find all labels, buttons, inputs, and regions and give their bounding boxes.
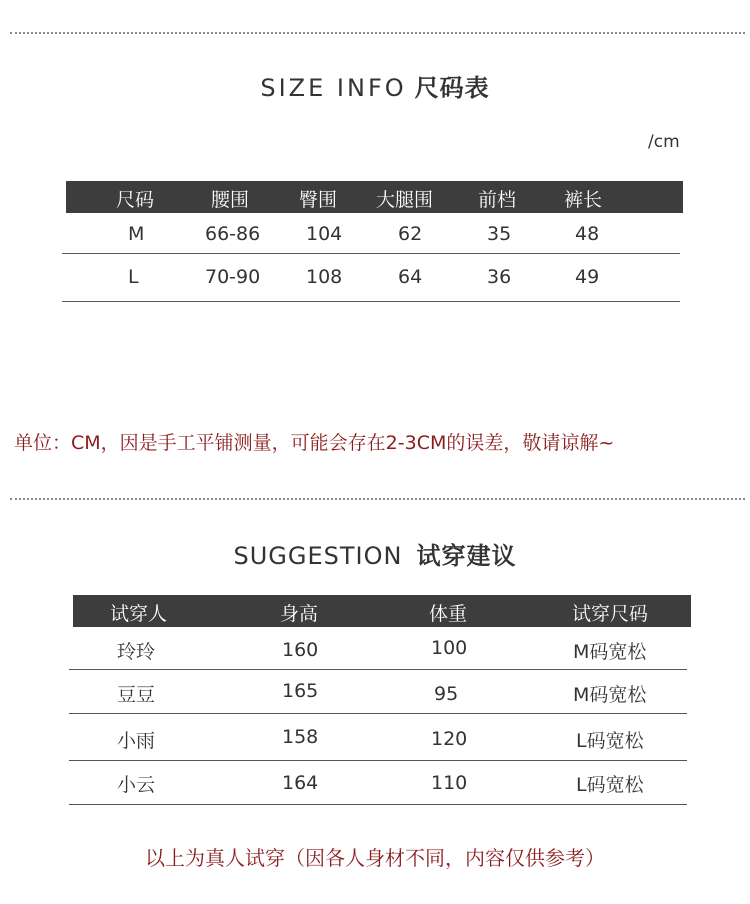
hip-cell: 108 bbox=[306, 266, 343, 288]
size-info-title-cn: 尺码表 bbox=[414, 74, 490, 102]
size-cell: L bbox=[128, 266, 139, 288]
fitting-footnote: 以上为真人试穿（因各人身材不同，内容仅供参考） bbox=[145, 846, 605, 870]
table-row bbox=[69, 670, 687, 714]
suggestion-header-fit: 试穿尺码 bbox=[572, 603, 649, 625]
fit-cell: L码宽松 bbox=[576, 730, 644, 752]
height-cell: 164 bbox=[282, 772, 319, 794]
height-cell: 158 bbox=[282, 726, 319, 748]
size-table-header bbox=[66, 181, 683, 213]
top-dotted-divider bbox=[10, 32, 745, 34]
measurement-notice: 单位：CM，因是手工平铺测量，可能会存在2-3CM的误差，敬请谅解~ bbox=[14, 432, 615, 454]
length-cell: 48 bbox=[575, 223, 600, 245]
thigh-cell: 62 bbox=[398, 223, 423, 245]
height-cell: 160 bbox=[282, 639, 319, 661]
suggestion-title bbox=[0, 536, 750, 571]
fit-cell: M码宽松 bbox=[573, 641, 647, 663]
tester-cell: 小雨 bbox=[117, 730, 156, 752]
rise-cell: 35 bbox=[487, 223, 512, 245]
size-header-rise: 前档 bbox=[478, 189, 517, 211]
suggestion-title-cn: 试穿建议 bbox=[416, 542, 517, 570]
table-row bbox=[69, 627, 687, 670]
suggestion-table-header bbox=[73, 595, 691, 627]
table-row bbox=[62, 254, 680, 302]
suggestion-header-tester: 试穿人 bbox=[110, 603, 168, 625]
table-row bbox=[69, 761, 687, 805]
unit-label: /cm bbox=[648, 132, 680, 152]
middle-dotted-divider bbox=[10, 498, 745, 500]
weight-cell: 120 bbox=[431, 728, 468, 750]
suggestion-header-height: 身高 bbox=[280, 603, 319, 625]
size-cell: M bbox=[128, 223, 145, 245]
weight-cell: 110 bbox=[431, 772, 468, 794]
size-header-size: 尺码 bbox=[116, 189, 155, 211]
weight-cell: 95 bbox=[434, 683, 459, 705]
waist-cell: 66-86 bbox=[205, 223, 261, 245]
fit-cell: L码宽松 bbox=[576, 774, 644, 796]
suggestion-header-weight: 体重 bbox=[429, 603, 468, 625]
size-info-title-en: SIZE INFO bbox=[260, 74, 407, 102]
thigh-cell: 64 bbox=[398, 266, 423, 288]
suggestion-title-en: SUGGESTION bbox=[233, 542, 403, 570]
hip-cell: 104 bbox=[306, 223, 343, 245]
tester-cell: 小云 bbox=[117, 774, 156, 796]
length-cell: 49 bbox=[575, 266, 600, 288]
size-info-title bbox=[0, 68, 750, 103]
rise-cell: 36 bbox=[487, 266, 512, 288]
size-header-waist: 腰围 bbox=[211, 189, 250, 211]
size-header-hip: 臀围 bbox=[299, 189, 338, 211]
fit-cell: M码宽松 bbox=[573, 684, 647, 706]
size-header-length: 裤长 bbox=[564, 189, 603, 211]
table-row bbox=[69, 714, 687, 761]
height-cell: 165 bbox=[282, 680, 319, 702]
weight-cell: 100 bbox=[431, 637, 468, 659]
table-row bbox=[62, 213, 680, 254]
tester-cell: 玲玲 bbox=[117, 641, 156, 663]
tester-cell: 豆豆 bbox=[117, 684, 156, 706]
size-header-thigh: 大腿围 bbox=[376, 189, 434, 211]
waist-cell: 70-90 bbox=[205, 266, 261, 288]
